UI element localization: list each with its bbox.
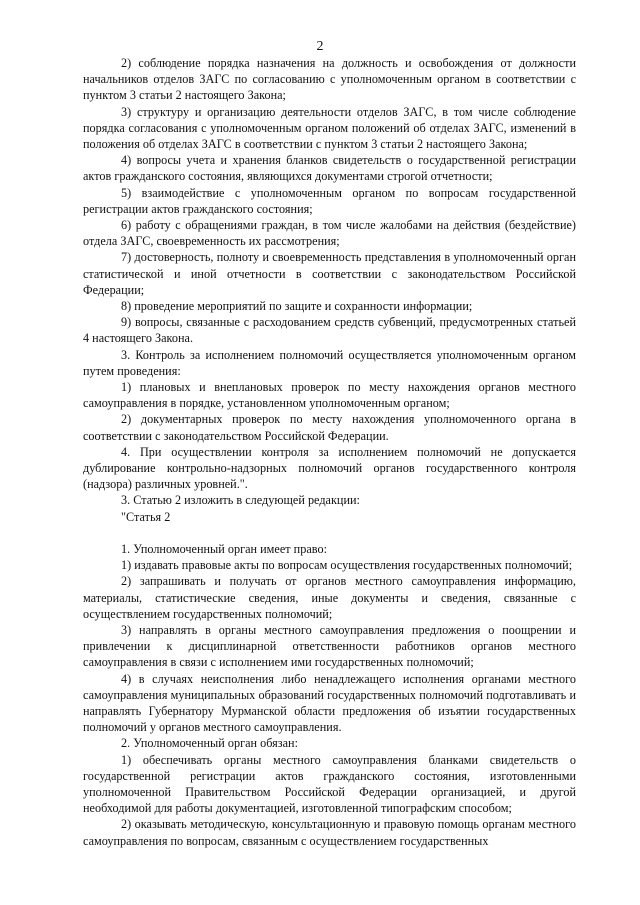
paragraph: 9) вопросы, связанные с расходованием средств субвенций, предусмотренных статьей 4 настоящего Закона. — [83, 315, 576, 346]
document-body — [83, 55, 576, 849]
paragraph: 2) соблюдение порядка назначения на должность и освобождения от должности начальников отделов ЗАГС по согласованию с уполномоченным органом в соответствии с пунктом 3 статьи 2 настоящего Закона; — [83, 56, 576, 103]
paragraph: 5) взаимодействие с уполномоченным органом по вопросам государственной регистрации актов гражданского состояния; — [83, 185, 576, 216]
paragraph: 2. Уполномоченный орган обязан: — [121, 736, 299, 751]
paragraph: 1) издавать правовые акты по вопросам осуществления государственных полномочий; — [121, 558, 573, 573]
article-heading: "Статья 2 — [121, 509, 171, 524]
paragraph: 3. Контроль за исполнением полномочий осуществляется уполномоченным органом путем проведения: — [83, 347, 576, 378]
paragraph: 3) направлять в органы местного самоуправления предложения о поощрении и привлечении к дисциплинарной ответственности работников органов местного самоуправления в связи с исполнением ими государственных полномочий; — [83, 622, 576, 670]
page-number: 2 — [316, 39, 324, 54]
paragraph: 1) плановых и внеплановых проверок по месту нахождения органов местного самоуправления в порядке, установленном уполномоченным органом; — [83, 380, 576, 411]
paragraph: 1) обеспечивать органы местного самоуправления бланками свидетельств о государственной регистрации актов гражданского состояния, изготовленными уполномоченной Правительством Российской Федерации организацией, и другой необходимой для работы документацией, изготовленной типографским способом; — [83, 752, 576, 816]
paragraph: 2) документарных проверок по месту нахождения уполномоченного органа в соответствии с законодательством Российской Федерации. — [83, 412, 576, 443]
paragraph: 4) в случаях неисполнения либо ненадлежащего исполнения органами местного самоуправления муниципальных образований государственных полномочий подготавливать и направлять Губернатору Мурманской области предложения об изъятии государственных полномочий у органов местного самоуправления. — [83, 671, 576, 735]
paragraph: 4) вопросы учета и хранения бланков свидетельств о государственной регистрации актов гражданского состояния, являющихся документами строгой отчетности; — [83, 153, 576, 184]
paragraph: 4. При осуществлении контроля за исполнением полномочий не допускается дублирование контрольно-надзорных полномочий органов государственного контроля (надзора) различных уровней.". — [83, 444, 576, 492]
paragraph: 3. Статью 2 изложить в следующей редакции: — [121, 493, 360, 508]
paragraph: 6) работу с обращениями граждан, в том числе жалобами на действия (бездействие) отдела ЗАГС, своевременность их рассмотрения; — [83, 218, 576, 249]
paragraph: 7) достоверность, полноту и своевременность представления в уполномоченный орган статистической и иной отчетности в соответствии с законодательством Российской Федерации; — [83, 250, 576, 297]
paragraph: 3) структуру и организацию деятельности отделов ЗАГС, в том числе соблюдение порядка согласования с уполномоченным органом положений об отделах ЗАГС, изменений в положения об отделах ЗАГС в соответствии с пунктом 3 статьи 2 настоящего Закона; — [83, 104, 576, 152]
paragraph: 1. Уполномоченный орган имеет право: — [121, 541, 327, 556]
paragraph: 2) запрашивать и получать от органов местного самоуправления информацию, материалы, статистические сведения, иные документы и сведения, связанные с осуществлением государственных полномочий; — [83, 574, 576, 621]
paragraph: 2) оказывать методическую, консультационную и правовую помощь органам местного самоуправления по вопросам, связанным с осуществлением государственных — [83, 817, 576, 848]
paragraph: 8) проведение мероприятий по защите и сохранности информации; — [121, 299, 473, 314]
